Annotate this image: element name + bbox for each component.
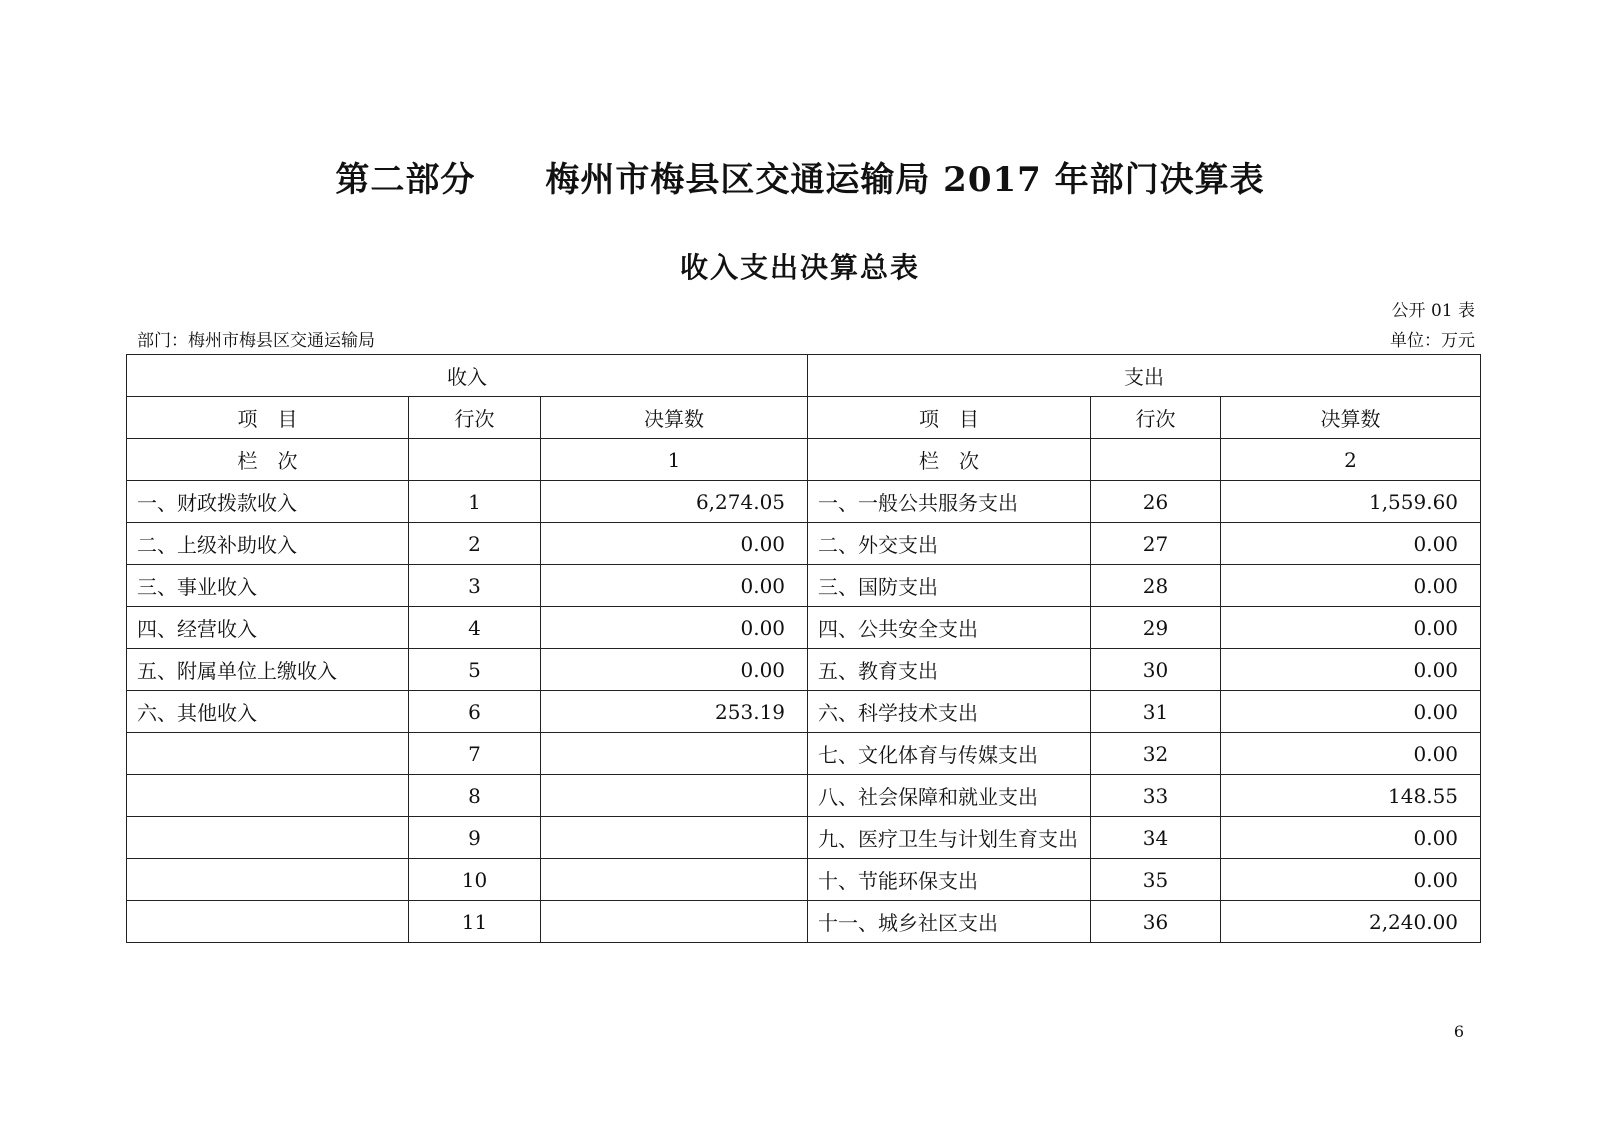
- expense-header: 支出: [808, 355, 1481, 397]
- income-amount-cell: [541, 817, 808, 859]
- income-line-cell: 4: [409, 607, 541, 649]
- expense-item-cell: 三、国防支出: [808, 565, 1091, 607]
- expense-line-cell: 26: [1091, 481, 1221, 523]
- col-line-header-right: 行次: [1091, 397, 1221, 439]
- table-row: [127, 901, 1481, 943]
- column-number-left: 1: [541, 439, 808, 481]
- expense-item-cell: 一、一般公共服务支出: [808, 481, 1091, 523]
- income-line-cell: 8: [409, 775, 541, 817]
- income-amount-cell: [541, 859, 808, 901]
- expense-line-cell: 28: [1091, 565, 1221, 607]
- income-line-cell: 11: [409, 901, 541, 943]
- column-header-row: [127, 397, 1481, 439]
- income-item-cell: [127, 901, 409, 943]
- expense-line-cell: 32: [1091, 733, 1221, 775]
- income-line-cell: 3: [409, 565, 541, 607]
- income-item-cell: 四、经营收入: [127, 607, 409, 649]
- empty-cell: [1091, 439, 1221, 481]
- expense-amount-cell: 1,559.60: [1221, 481, 1481, 523]
- section-header-row: [127, 355, 1481, 397]
- column-label-left: 栏 次: [127, 439, 409, 481]
- income-header: 收入: [127, 355, 808, 397]
- expense-line-cell: 29: [1091, 607, 1221, 649]
- page-number: 6: [1453, 1022, 1464, 1041]
- expense-amount-cell: 148.55: [1221, 775, 1481, 817]
- expense-amount-cell: 0.00: [1221, 607, 1481, 649]
- col-amount-header: 决算数: [541, 397, 808, 439]
- income-amount-cell: 253.19: [541, 691, 808, 733]
- income-item-cell: 六、其他收入: [127, 691, 409, 733]
- table-row: [127, 691, 1481, 733]
- col-amount-header-right: 决算数: [1221, 397, 1481, 439]
- income-line-cell: 5: [409, 649, 541, 691]
- income-amount-cell: [541, 901, 808, 943]
- col-line-header: 行次: [409, 397, 541, 439]
- expense-amount-cell: 0.00: [1221, 523, 1481, 565]
- income-item-cell: [127, 817, 409, 859]
- table-row: [127, 817, 1481, 859]
- expense-item-cell: 九、医疗卫生与计划生育支出: [808, 817, 1091, 859]
- page-title: 第二部分 梅州市梅县区交通运输局 2017 年部门决算表: [335, 160, 1265, 200]
- expense-line-cell: 33: [1091, 775, 1221, 817]
- income-item-cell: [127, 775, 409, 817]
- expense-item-cell: 六、科学技术支出: [808, 691, 1091, 733]
- expense-line-cell: 27: [1091, 523, 1221, 565]
- table-row: [127, 649, 1481, 691]
- income-line-cell: 6: [409, 691, 541, 733]
- expense-amount-cell: 0.00: [1221, 649, 1481, 691]
- expense-line-cell: 30: [1091, 649, 1221, 691]
- expense-amount-cell: 0.00: [1221, 733, 1481, 775]
- expense-item-cell: 十、节能环保支出: [808, 859, 1091, 901]
- table-subtitle: 收入支出决算总表: [679, 251, 920, 284]
- income-line-cell: 2: [409, 523, 541, 565]
- expense-amount-cell: 0.00: [1221, 859, 1481, 901]
- income-item-cell: 三、事业收入: [127, 565, 409, 607]
- table-row: [127, 859, 1481, 901]
- empty-cell: [409, 439, 541, 481]
- income-amount-cell: [541, 775, 808, 817]
- unit-label: 单位：万元: [1390, 331, 1475, 351]
- table-row: [127, 565, 1481, 607]
- table-row: [127, 733, 1481, 775]
- income-line-cell: 9: [409, 817, 541, 859]
- expense-item-cell: 二、外交支出: [808, 523, 1091, 565]
- expense-item-cell: 七、文化体育与传媒支出: [808, 733, 1091, 775]
- table-row: [127, 523, 1481, 565]
- column-number-row: [127, 439, 1481, 481]
- table-row: [127, 775, 1481, 817]
- income-line-cell: 1: [409, 481, 541, 523]
- col-item-header: 项 目: [127, 397, 409, 439]
- expense-line-cell: 36: [1091, 901, 1221, 943]
- expense-item-cell: 八、社会保障和就业支出: [808, 775, 1091, 817]
- income-line-cell: 7: [409, 733, 541, 775]
- income-item-cell: 一、财政拨款收入: [127, 481, 409, 523]
- expense-amount-cell: 0.00: [1221, 691, 1481, 733]
- income-amount-cell: 0.00: [541, 565, 808, 607]
- department-label: 部门：梅州市梅县区交通运输局: [137, 331, 375, 351]
- income-item-cell: [127, 859, 409, 901]
- income-amount-cell: 0.00: [541, 523, 808, 565]
- income-item-cell: 五、附属单位上缴收入: [127, 649, 409, 691]
- expense-line-cell: 31: [1091, 691, 1221, 733]
- expense-line-cell: 35: [1091, 859, 1221, 901]
- table-row: [127, 481, 1481, 523]
- expense-item-cell: 五、教育支出: [808, 649, 1091, 691]
- income-item-cell: [127, 733, 409, 775]
- income-amount-cell: 0.00: [541, 649, 808, 691]
- expense-item-cell: 四、公共安全支出: [808, 607, 1091, 649]
- income-line-cell: 10: [409, 859, 541, 901]
- expense-item-cell: 十一、城乡社区支出: [808, 901, 1091, 943]
- expense-line-cell: 34: [1091, 817, 1221, 859]
- form-code: 公开 01 表: [1391, 301, 1475, 321]
- income-item-cell: 二、上级补助收入: [127, 523, 409, 565]
- table-row: [127, 607, 1481, 649]
- income-amount-cell: 0.00: [541, 607, 808, 649]
- income-amount-cell: 6,274.05: [541, 481, 808, 523]
- expense-amount-cell: 0.00: [1221, 817, 1481, 859]
- column-number-right: 2: [1221, 439, 1481, 481]
- income-amount-cell: [541, 733, 808, 775]
- expense-amount-cell: 2,240.00: [1221, 901, 1481, 943]
- income-expense-table: [126, 354, 1481, 943]
- col-item-header-right: 项 目: [808, 397, 1091, 439]
- column-label-right: 栏 次: [808, 439, 1091, 481]
- expense-amount-cell: 0.00: [1221, 565, 1481, 607]
